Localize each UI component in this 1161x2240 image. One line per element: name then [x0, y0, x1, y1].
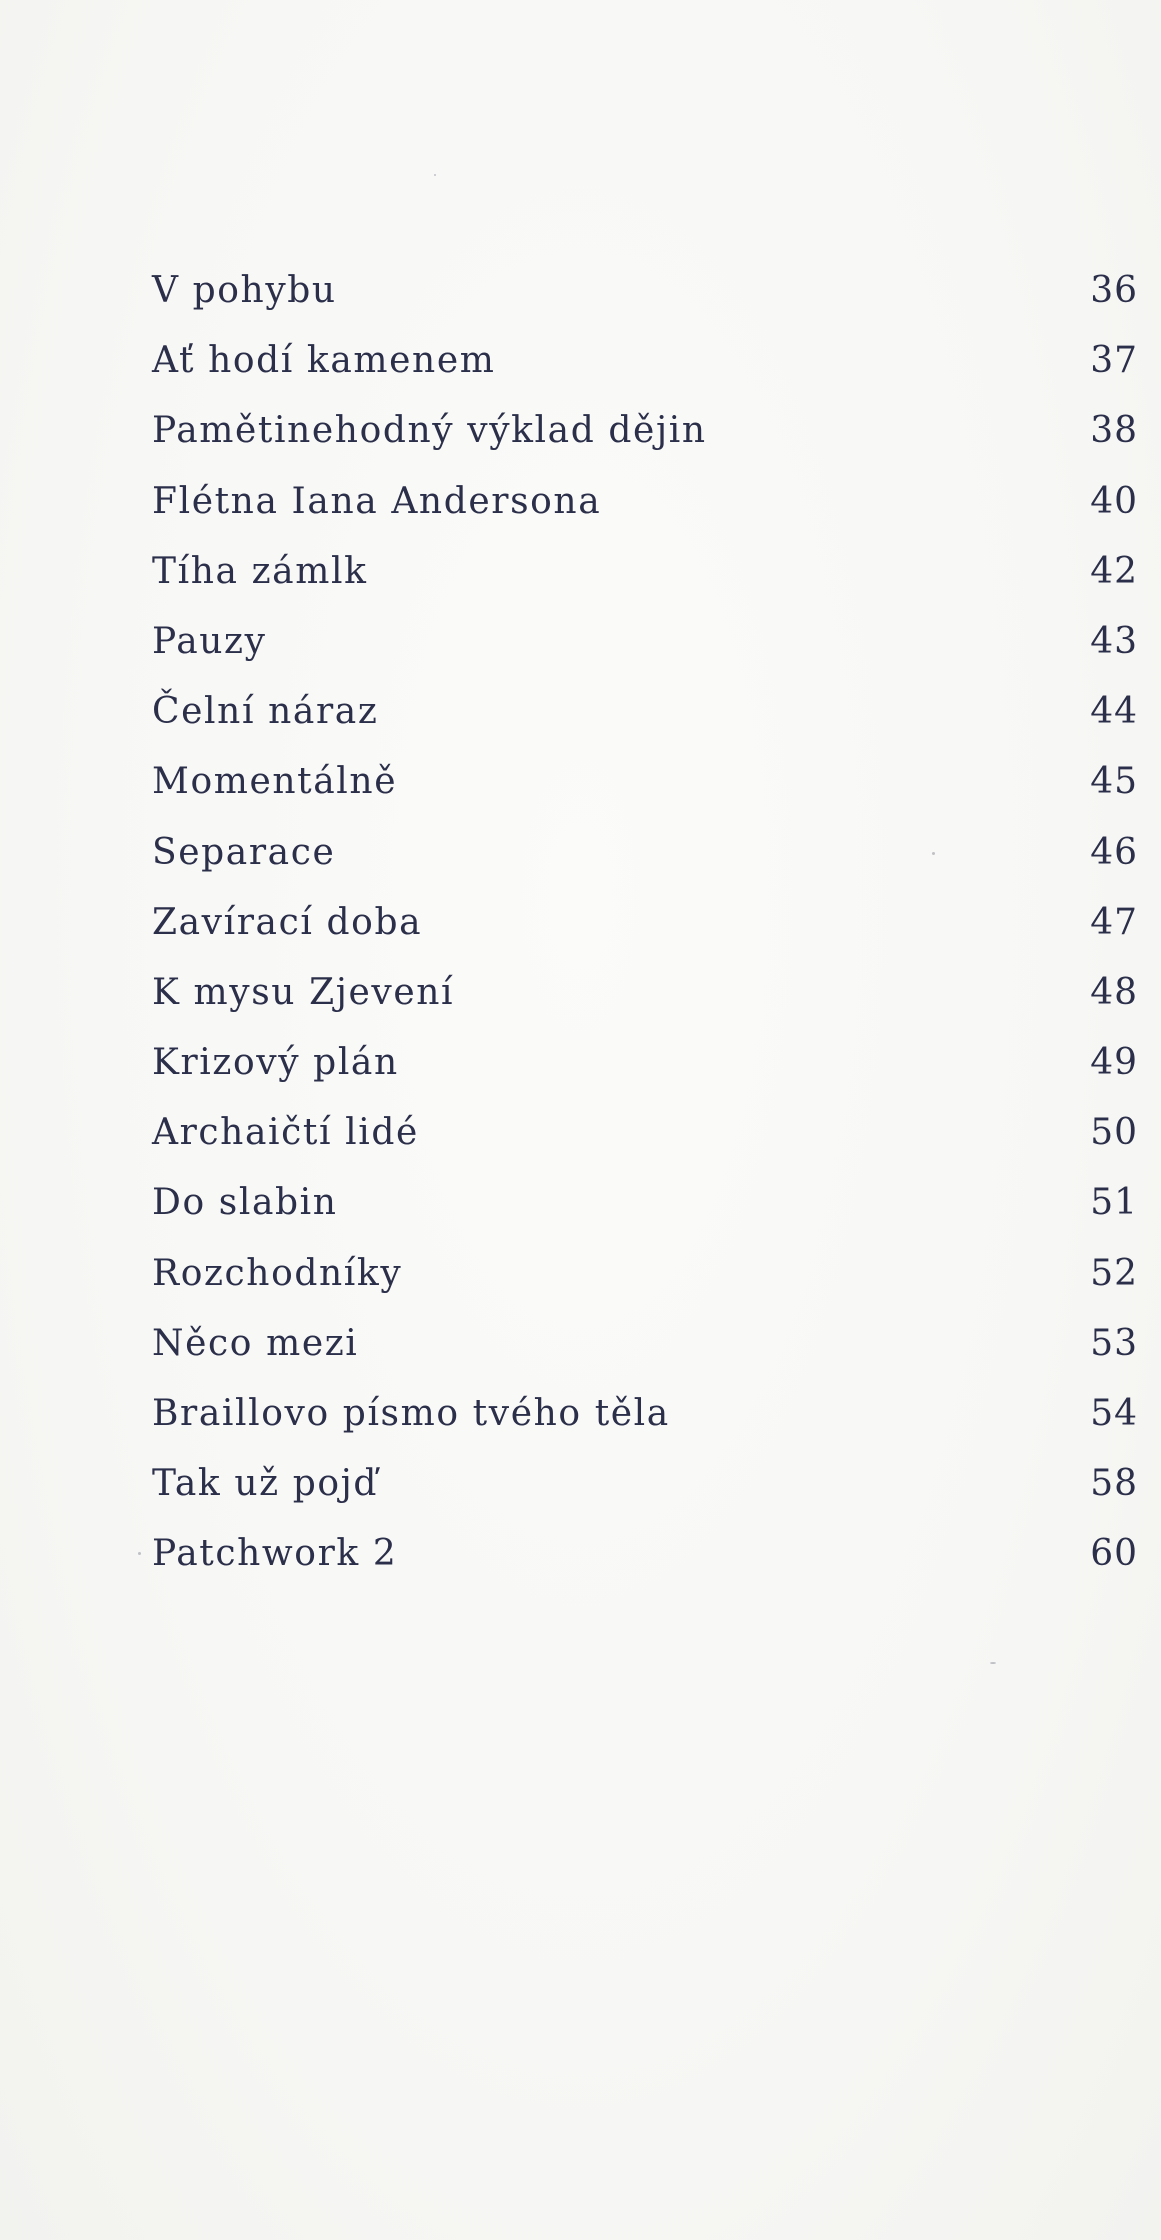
toc-entry [152, 266, 1138, 336]
toc-entry [152, 1319, 1138, 1389]
toc-entry [152, 898, 1138, 968]
paper-speck [932, 852, 935, 855]
toc-entry-title: Archaičtí lidé [152, 1112, 419, 1154]
toc-entry-page: 42 [1090, 550, 1138, 592]
toc-entry-page: 54 [1090, 1393, 1138, 1434]
toc-entry-title: Tíha zámlk [152, 550, 368, 592]
toc-entry-page: 37 [1090, 340, 1138, 382]
toc-entry-page: 50 [1090, 1112, 1138, 1154]
toc-entry [152, 968, 1138, 1038]
toc-entry-title: Flétna Iana Andersona [152, 480, 602, 522]
toc-entry-page: 51 [1090, 1182, 1138, 1224]
toc-entry [152, 406, 1138, 476]
toc-entry-title: Rozchodníky [152, 1252, 403, 1294]
toc-entry-page: 52 [1090, 1252, 1138, 1294]
toc-entry-title: Do slabin [152, 1182, 338, 1224]
toc-entry-title: K mysu Zjevení [152, 971, 455, 1013]
paper-speck [990, 1662, 996, 1664]
toc-entry [152, 336, 1138, 406]
toc-entry-title: Tak už pojď [152, 1463, 379, 1505]
toc-entry-title: Krizový plán [152, 1042, 399, 1084]
toc-entry-title: Čelní náraz [152, 691, 379, 733]
toc-entry-title: V pohybu [152, 270, 337, 311]
toc-entry-page: 47 [1090, 901, 1138, 943]
toc-entry-page: 49 [1090, 1042, 1138, 1084]
toc-entry-title: Pauzy [152, 620, 267, 662]
toc-entry-title: Patchwork 2 [152, 1533, 398, 1575]
toc-entry-page: 53 [1090, 1322, 1138, 1364]
toc-entry-page: 36 [1090, 270, 1138, 311]
toc-entry [152, 1108, 1138, 1178]
toc-entry [152, 828, 1138, 898]
toc-entry [152, 547, 1138, 617]
toc-entry-page: 38 [1090, 410, 1138, 452]
table-of-contents [152, 266, 1138, 1600]
toc-entry-page: 48 [1090, 971, 1138, 1013]
toc-entry [152, 1389, 1138, 1459]
toc-entry-title: Momentálně [152, 761, 398, 803]
toc-entry-title: Pamětinehodný výklad dějin [152, 410, 707, 452]
toc-entry-page: 60 [1090, 1533, 1138, 1575]
toc-entry [152, 1459, 1138, 1529]
toc-entry [152, 1249, 1138, 1319]
toc-entry [152, 477, 1138, 547]
paper-speck [138, 1552, 141, 1555]
paper-speck [434, 174, 436, 176]
toc-entry-page: 43 [1090, 620, 1138, 662]
toc-entry-page: 40 [1090, 480, 1138, 522]
toc-entry-page: 46 [1090, 831, 1138, 873]
toc-entry-title: Něco mezi [152, 1322, 359, 1364]
toc-entry [152, 1529, 1138, 1599]
toc-entry-title: Separace [152, 831, 336, 873]
toc-entry [152, 687, 1138, 757]
toc-entry-title: Ať hodí kamenem [152, 340, 496, 382]
toc-entry-title: Braillovo písmo tvého těla [152, 1393, 670, 1434]
toc-entry-title: Zavírací doba [152, 901, 423, 943]
toc-entry [152, 757, 1138, 827]
toc-entry-page: 44 [1090, 691, 1138, 733]
toc-entry-page: 45 [1090, 761, 1138, 803]
toc-entry-page: 58 [1090, 1463, 1138, 1505]
toc-entry [152, 1038, 1138, 1108]
toc-entry [152, 1178, 1138, 1248]
toc-entry [152, 617, 1138, 687]
